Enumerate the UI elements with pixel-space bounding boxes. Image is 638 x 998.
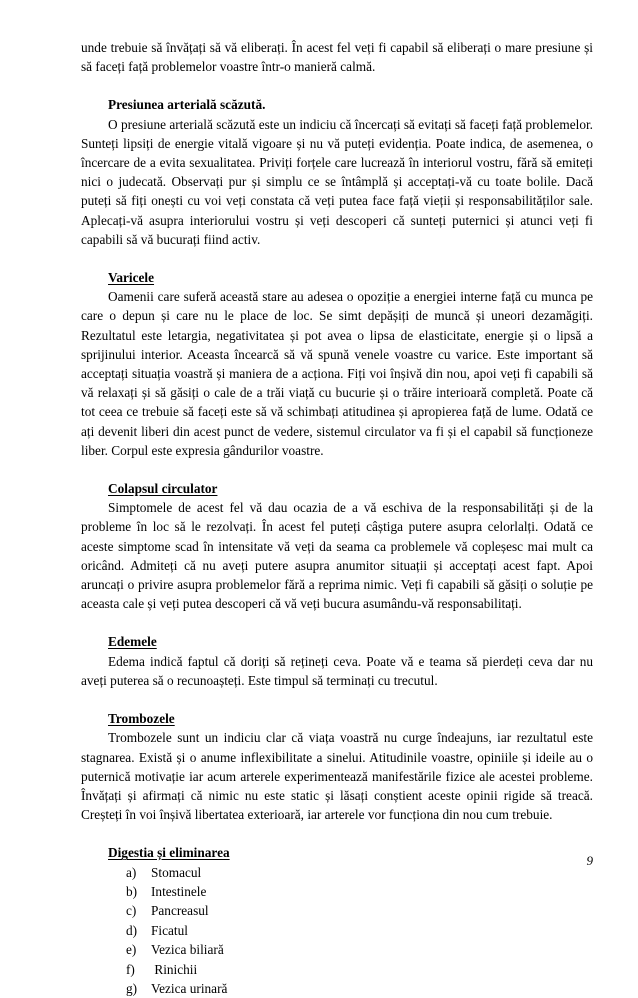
- list-item-label: Vezica biliară: [151, 942, 224, 958]
- section-heading-digestia: Digestia și eliminarea: [108, 845, 230, 861]
- list-item-label: Vezica urinară: [151, 980, 228, 996]
- list-item-label: Pancreasul: [151, 903, 209, 919]
- section-text-varicele: Oamenii care suferă această stare au adesea o opoziție a energiei interne față cu munca pe care o depun și care nu le place de loc. Se simt depășiți de muncă și uneori dezamăgiți. Rezultatul este letargia, negativitatea și pot avea o lipsa de elasticitate, energie și o lipsă a sprijinului interior. Aceasta încearcă să vă spună venele voastre cu varice. Este important să acceptați situația voastră și maniera de a acționa. Fiți voi înșivă din nou, apoi veți fi capabili să vă relaxați și să găsiți o cale de a trăi viață cu bucurie și o trăire interioară completă. Poate că tot ceea ce trebuie să faceți este să vă schimbați atitudinea și apropierea față de lume. Odată ce ați devenit liberi din acest punct de vedere, sistemul circulator va fi și el capabil să funcționeze liber. Corpul este expresia gândurilor voastre.: [81, 289, 593, 458]
- list-item: [126, 940, 593, 959]
- section-edemele: [81, 632, 593, 690]
- list-item: [126, 960, 593, 979]
- section-varicele: [81, 268, 593, 460]
- list-item-letter: f): [126, 961, 135, 977]
- list-item: [126, 882, 593, 901]
- section-text-colapsul-circulator: Simptomele de acest fel vă dau ocazia de a vă eschiva de la responsabilități și de la probleme în loc să le rezolvați. În acest fel puteți câștiga putere asupra celorlalți. Odată ce aceste simptome scad în intensitate vă veți da seama ca problemele vă copleșesc mai mult ca oricând. Admiteți că nu aveți putere asupra anumitor situații și acceptați acest fapt. Apoi aruncați o privire asupra problemelor fără a reprima nimic. Veți fi capabili să găsiți o soluție pe aceasta cale și veți putea descoperi că vă veți bucura asumându-vă responsabilitați.: [81, 500, 593, 612]
- list-item-letter: e): [126, 942, 137, 958]
- list-item-letter: a): [126, 864, 137, 880]
- section-heading-presiunea-scazuta: Presiunea arterială scăzută.: [108, 97, 266, 113]
- section-heading-trombozele: Trombozele: [108, 711, 175, 727]
- section-text-presiunea-scazuta: O presiune arterială scăzută este un indiciu că încercați să evitați să faceți față problemelor. Sunteți lipsiți de energie vitală vigoare și nu vă puteți evidenția. Poate indica, de asemenea, o încercare de a evita sexualitatea. Priviți forțele care lucrează în interiorul vostru, fără să emiteți nici o judecată. Observați pur și simplu ce se întâmplă și acceptați-vă cu toate bolile. Dacă puteți să fiți onești cu voi veți constata că veți putea face față vieții și responsabilităților sale. Aplecați-vă asupra interiorului vostru și veți descoperi că sunteți puternici și atunci veți fi capabili să vă bucurați fiind activ.: [81, 116, 593, 247]
- section-heading-edemele: Edemele: [108, 634, 157, 650]
- organ-list: [81, 863, 593, 998]
- section-digestia: [81, 843, 593, 998]
- list-item-label: Stomacul: [151, 864, 202, 880]
- section-colapsul-circulator: [81, 479, 593, 613]
- list-item-letter: g): [126, 980, 138, 996]
- list-item-letter: b): [126, 883, 138, 899]
- section-text-edemele: Edema indică faptul că doriți să rețineți ceva. Poate vă e teama să pierdeți ceva dar nu aveți puterea să o recunoașteți. Este timpul să terminați cu trecutul.: [81, 653, 593, 688]
- list-item: [126, 921, 593, 940]
- document-page: [81, 38, 593, 998]
- list-item-letter: c): [126, 903, 137, 919]
- intro-paragraph: unde trebuie să învățați să vă eliberați. În acest fel veți fi capabil să eliberați o mare presiune și să faceți față problemelor voastre într-o manieră calmă.: [81, 40, 593, 75]
- list-item-letter: d): [126, 922, 138, 938]
- list-item-label: Intestinele: [151, 883, 207, 899]
- section-presiunea-scazuta: [81, 95, 593, 249]
- list-item: [126, 979, 593, 998]
- list-item: [126, 863, 593, 882]
- page-number: 9: [586, 853, 593, 868]
- section-heading-varicele: Varicele: [108, 270, 155, 286]
- section-text-trombozele: Trombozele sunt un indiciu clar că viața voastră nu curge îndeajuns, iar rezultatul este stagnarea. Există și o anume inflexibilitate a sinelui. Atitudinile voastre, opiniile și ideile au o puternică motivație iar acum arterele experimentează manifestările fizice ale acestei probleme. Învățați și afirmați că nimic nu este static și lăsați conștient aceste opinii rigide să treacă. Creșteți în voi înșivă libertatea exterioară, iar arterele vor funcționa din nou cum trebuie.: [81, 730, 593, 823]
- list-item-label: Rinichii: [151, 961, 198, 977]
- section-trombozele: [81, 709, 593, 824]
- section-heading-colapsul-circulator: Colapsul circulator: [108, 481, 218, 497]
- list-item: [126, 901, 593, 920]
- list-item-label: Ficatul: [151, 922, 188, 938]
